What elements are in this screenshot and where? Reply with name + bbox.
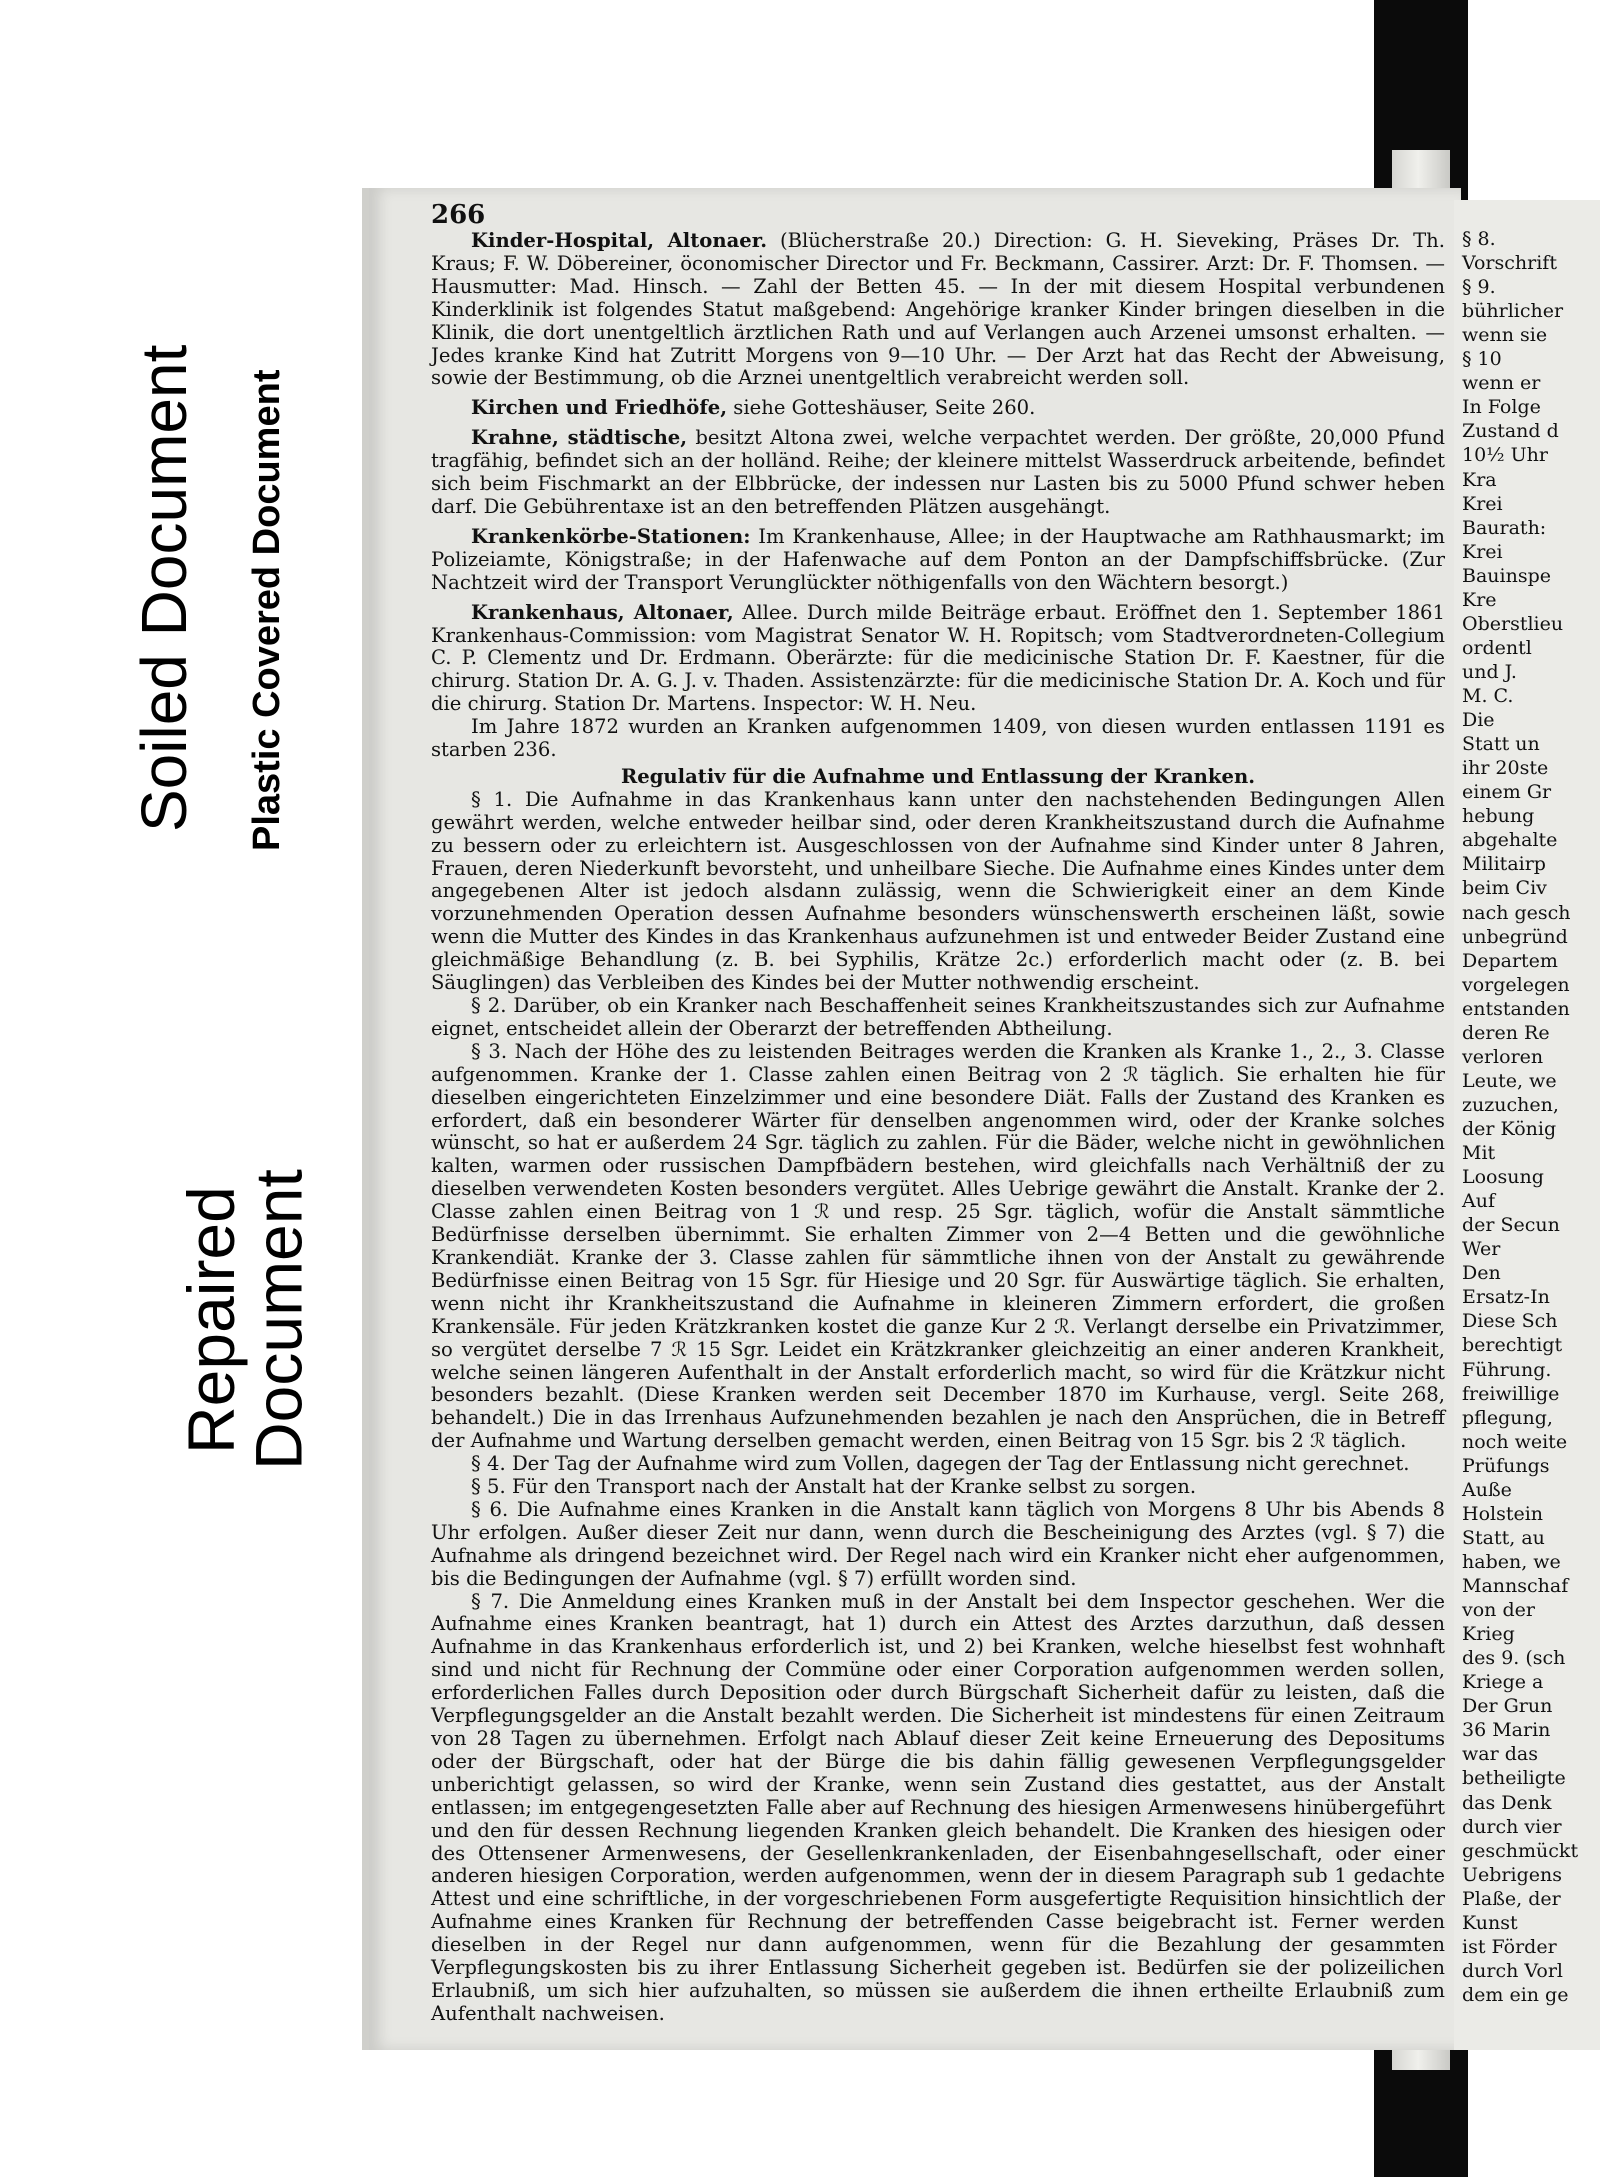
right-page-line: Ersatz-In bbox=[1462, 1286, 1550, 1309]
right-page-line: von der bbox=[1462, 1599, 1535, 1622]
right-page-line: Oberstlieu bbox=[1462, 612, 1564, 635]
paragraph-4: § 4. Der Tag der Aufnahme wird zum Vollen, dagegen der Tag der Entlassung nicht gerechnet. bbox=[471, 1452, 1410, 1476]
right-page-line: vorgelegen bbox=[1462, 973, 1570, 996]
right-page-line: und J. bbox=[1462, 660, 1517, 683]
entry-heading: Krankenkörbe-Stationen: bbox=[471, 524, 751, 548]
right-page-line: zuzuchen, bbox=[1462, 1093, 1559, 1116]
right-page-line: einem Gr bbox=[1462, 781, 1552, 804]
right-page-line: Den bbox=[1462, 1262, 1501, 1285]
right-page-line: geschmückt bbox=[1462, 1839, 1579, 1862]
right-page-line: § 10 bbox=[1462, 348, 1502, 371]
paragraph-7: § 7. Die Anmeldung eines Kranken muß in der Anstalt bei dem Inspector geschehen. Wer die Aufnahme eines Kranken beantragt, hat 1) durch ein Attest des Arztes darzuthun, daß dessen Aufnahme in das Krankenhaus erforderlich ist, und 2) bei Kranken, welche hieselbst fest wohnhaft sind und nicht für Rechnung der Commüne oder einer Corporation aufgenommen werden sollen, erforderlichen Falles durch Deposition oder durch Bürgschaft Sicherheit dafür zu leisten, daß die Verpflegungsgelder an die Anstalt bezahlt werden. Die Sicherheit ist mindestens für einen Zeitraum von 28 Tagen zu übernehmen. Erfolgt nach Ablauf dieser Zeit keine Erneuerung des Depositums oder der Bürgschaft, oder hat der Bürge die bis dahin fällig gewesenen Verpflegungsgelder unberichtigt gelassen, so wird der Kranke, wenn sein Zustand dies gestattet, aus der Anstalt entlassen; im entgegengesetzten Falle aber auf Rechnung des hiesigen Armenwesens hinübergeführt und den für dessen Rechnung liegenden Kranken gleich behandelt. Die Kranken des hiesigen oder des Ottensener Armenwesens, der Gesellenkrankenladen, der Eisenbahngesellschaft, oder einer anderen hiesigen Corporation, werden aufgenommen, wenn der in diesem Paragraph sub 1 gedachte Attest und eine schriftliche, in der vorgeschriebenen Form ausgefertigte Requisition hinsichtlich der Aufnahme eines Kranken für Rechnung der betreffenden Casse beigebracht ist. Ferner werden dieselben in der Regel nur dann aufgenommen, wenn für die Bezahlung der gesammten Verpflegungskosten bis zu ihrer Entlassung Sicherheit gegeben ist. Bedürfen sie der polizeilichen Erlaubniß, um sich hier aufzuhalten, so müssen sie außerdem die ihnen ertheilte Erlaubniß zum Aufenthalt nachweisen. bbox=[431, 1589, 1445, 2025]
right-page-line: pflegung, bbox=[1462, 1406, 1553, 1429]
right-page-line: M. C. bbox=[1462, 685, 1514, 708]
right-page-line: beim Civ bbox=[1462, 877, 1547, 900]
entry-heading: Kinder-Hospital, Altonaer. bbox=[471, 229, 768, 252]
right-page-line: ordentl bbox=[1462, 636, 1532, 659]
right-page-line: noch weite bbox=[1462, 1430, 1568, 1453]
right-page-line: Der Grun bbox=[1462, 1695, 1553, 1718]
right-page-line: deren Re bbox=[1462, 1021, 1550, 1044]
right-page-line: Plaße, der bbox=[1462, 1887, 1561, 1910]
right-page-line: haben, we bbox=[1462, 1550, 1561, 1573]
page-number: 266 bbox=[431, 200, 486, 230]
right-page-line: Kriege a bbox=[1462, 1671, 1544, 1694]
krankenhaus-statistics: Im Jahre 1872 wurden an Kranken aufgenommen 1409, von diesen wurden entlassen 1191 es starben 236. bbox=[431, 715, 1445, 762]
right-page-line: Auße bbox=[1462, 1478, 1512, 1501]
right-page-line: Zustand d bbox=[1462, 420, 1559, 443]
right-page-line: § 9. bbox=[1462, 276, 1496, 299]
plastic-covered-label: Plastic Covered Document bbox=[248, 310, 308, 910]
right-page-line: Bauinspe bbox=[1462, 564, 1551, 587]
right-page-line: wenn sie bbox=[1462, 324, 1548, 347]
book-page-left bbox=[362, 188, 1461, 2050]
entry-body: siehe Gotteshäuser, Seite 260. bbox=[733, 396, 1036, 420]
right-page-line: Wer bbox=[1462, 1238, 1501, 1261]
right-page-line: Statt un bbox=[1462, 733, 1540, 756]
entry-heading: Krahne, städtische, bbox=[471, 426, 688, 450]
right-page-line: Militairp bbox=[1462, 853, 1546, 876]
paragraph-1: § 1. Die Aufnahme in das Krankenhaus kann unter den nachstehenden Bedingungen Allen gewährt werden, welche entweder heilbar sind, oder deren Krankheitszustand durch die Aufnahme zu bessern oder zu erleichtern ist. Ausgeschlossen von der Aufnahme sind Kinder unter 8 Jahren, Frauen, deren Niederkunft bevorsteht, und unheilbare Sieche. Die Aufnahme eines Kindes unter dem angegebenen Alter ist jedoch alsdann zulässig, wenn die Schwierigkeit einer an dem Kinde vorzunehmenden Operation dessen Aufnahme besonders wünschenswerth erscheinen läßt, sowie wenn die Mutter des Kindes in das Krankenhaus aufzunehmen ist und entweder Beider Zustand eine gleichmäßige Behandlung (z. B. bei Syphilis, Krätze 2c.) erforderlich macht oder (z. B. bei Säuglingen) das Verbleiben des Kindes bei der Mutter nothwendig erscheint. bbox=[431, 787, 1445, 995]
entry-kirchen bbox=[431, 397, 1445, 420]
right-page-line: Vorschrift bbox=[1462, 252, 1557, 275]
right-page-line: dem ein ge bbox=[1462, 1983, 1569, 2006]
paragraph-5: § 5. Für den Transport nach der Anstalt hat der Kranke selbst zu sorgen. bbox=[471, 1475, 1197, 1499]
right-page-line: freiwillige bbox=[1462, 1382, 1560, 1405]
right-page-line: Führung. bbox=[1462, 1358, 1552, 1381]
right-page-line: ist Förder bbox=[1462, 1935, 1557, 1958]
right-page-line: Leute, we bbox=[1462, 1069, 1557, 1092]
right-page-line: Krieg bbox=[1462, 1623, 1515, 1646]
entry-body: Im Krankenhause, Allee; in der Hauptwache am Rathhausmarkt; im Polizeiamte, Königstraße; in der Hafenwache auf dem Ponton an der Dampfschiffsbrücke. (Zur Nachtzeit wird der Transport Verunglückter nöthigenfalls von den Wächtern besorgt.) bbox=[431, 524, 1445, 594]
right-page-line: durch Vorl bbox=[1462, 1959, 1563, 1982]
paragraph-6: § 6. Die Aufnahme eines Kranken in die Anstalt kann täglich von Morgens 8 Uhr bis Abends 8 Uhr erfolgen. Außer dieser Zeit nur dann, wenn durch die Bescheinigung des Arztes (vgl. § 7) die Aufnahme als dringend bezeichnet wird. Der Regel nach wird ein Kranker nicht eher aufgenommen, bis die Bedingungen der Aufnahme (vgl. § 7) erfüllt worden sind. bbox=[431, 1497, 1445, 1590]
entry-body: Allee. Durch milde Beiträge erbaut. Eröffnet den 1. September 1861 Krankenhaus-Commission: vom Magistrat Senator W. H. Ropitsch; vom Stadtverordneten-Collegium C. P. Clementz und Dr. Erdmann. Oberärzte: für die medicinische Station Dr. F. Kaestner, für die chirurg. Station Dr. A. G. J. v. Thaden. Assistenzärzte: für die medicinische Station Dr. A. Koch und für die chirurg. Station Dr. Martens. Inspector: W. H. Neu. bbox=[431, 600, 1446, 716]
right-page-line: Departem bbox=[1462, 949, 1558, 972]
right-page-line: entstanden bbox=[1462, 997, 1570, 1020]
right-page-line: Holstein bbox=[1462, 1502, 1544, 1525]
right-page-line: verloren bbox=[1462, 1045, 1544, 1068]
right-page-line: Mannschaf bbox=[1462, 1575, 1569, 1598]
entry-kinder-hospital bbox=[431, 230, 1445, 390]
entry-heading: Krankenhaus, Altonaer, bbox=[471, 600, 734, 624]
right-page-line: unbegründ bbox=[1462, 925, 1568, 948]
right-page-line: Kunst bbox=[1462, 1911, 1518, 1934]
book-page-right-partial bbox=[1454, 200, 1600, 2050]
right-page-line: Diese Sch bbox=[1462, 1310, 1558, 1333]
repaired-document-label: Repaired Document bbox=[178, 1100, 338, 1540]
right-page-line: berechtigt bbox=[1462, 1334, 1563, 1357]
right-page-line: Mit bbox=[1462, 1142, 1496, 1165]
paragraph-2: § 2. Darüber, ob ein Kranker nach Beschaffenheit seines Krankheitszustandes sich zur Aufnahme eignet, entscheidet allein der Oberarzt der betreffenden Abtheilung. bbox=[431, 994, 1445, 1040]
right-page-line: In Folge bbox=[1462, 396, 1541, 419]
right-page-line: wenn er bbox=[1462, 372, 1541, 395]
entry-body: besitzt Altona zwei, welche verpachtet werden. Der größte, 20,000 Pfund tragfähig, befindet sich an der holländ. Reihe; der kleinere mittelst Wasserdruck arbeitende, befindet sich beim Fischmarkt an der Elbbrücke, der indessen nur Lasten bis zu 5000 Pfund schwer heben darf. Die Gebührentaxe ist an den betreffenden Plätzen ausgehängt. bbox=[431, 426, 1445, 518]
right-page-line: Krei bbox=[1462, 492, 1503, 515]
right-page-line: Baurath: bbox=[1462, 516, 1547, 539]
right-page-line: Krei bbox=[1462, 540, 1503, 563]
regulativ-title: Regulativ für die Aufnahme und Entlassung der Kranken. bbox=[620, 764, 1256, 788]
right-page-line: Prüfungs bbox=[1462, 1454, 1550, 1477]
paragraph-3: § 3. Nach der Höhe des zu leistenden Beitrages werden die Kranken als Kranke 1., 2., 3. Classe aufgenommen. Kranke der 1. Classe zahlen einen Beitrag von 2 ℛ täglich. Sie erhalten hie für dieselben eingerichteten Einzelzimmer und eine besondere Diät. Falls der Zustand des Kranken es erfordert, daß ein besonderer Wärter für denselben angenommen wird, oder der Kranke solches wünscht, so hat er außerdem 24 Sgr. täglich zu zahlen. Für die Bäder, welche nicht in gewöhnlichen kalten, warmen oder russischen Dampfbädern bestehen, wird gleichfalls nach Verhältniß der zu dieselben verwendeten Kosten besonders vergütet. Alles Uebrige gewährt die Anstalt. Kranke der 2. Classe zahlen einen Beitrag von 1 ℛ und resp. 25 Sgr. täglich, wofür die Anstalt sämmtliche Bedürfnisse derselben übernimmt. Sie erhalten Zimmer von 2—4 Betten und die gewöhnliche Krankendiät. Kranke der 3. Classe zahlen für sämmtliche ihnen von der Anstalt zu gewährende Bedürfnisse einen Beitrag von 15 Sgr. für Hiesige und 20 Sgr. für Auswärtige täglich. Sie erhalten, wenn nicht ihr Krankheitszustand die Aufnahme in kleineren Zimmern erfordert, die großen Krankensäle. Für jeden Krätzkranken kostet die ganze Kur 2 ℛ. Verlangt derselbe ein Privatzimmer, so vergütet derselbe 7 ℛ 15 Sgr. Leidet ein Krätzkranker gleichzeitig an einer anderen Krankheit, welche seinen längeren Aufenthalt in der Anstalt erforderlich macht, so wird für die Krätzkur nicht besonders bezahlt. (Diese Kranken werden seit December 1870 im Kurhause, vergl. Seite 268, behandelt.) Die in das Irrenhaus Aufzunehmenden bezahlen je nach den Ansprüchen, die in Betreff der Aufnahme und Wartung derselben gemacht werden, einen Beitrag von 15 Sgr. bis 2 ℛ täglich. bbox=[431, 1039, 1445, 1453]
right-page-line: das Denk bbox=[1462, 1791, 1552, 1814]
entry-krankenhaus bbox=[431, 602, 1445, 717]
right-page-line: der Secun bbox=[1462, 1214, 1560, 1237]
right-page-line: des 9. (sch bbox=[1462, 1647, 1566, 1670]
page-text bbox=[431, 200, 1445, 2026]
right-page-line: nach gesch bbox=[1462, 901, 1571, 924]
entry-krahne bbox=[431, 427, 1445, 519]
right-page-line: abgehalte bbox=[1462, 829, 1558, 852]
right-page-line: Kra bbox=[1462, 468, 1497, 491]
right-page-line: Uebrigens bbox=[1462, 1863, 1562, 1886]
entry-body: (Blücherstraße 20.) Direction: G. H. Sieveking, Präses Dr. Th. Kraus; F. W. Döbereiner, öconomischer Director und Fr. Beckmann, Cassirer. Arzt: Dr. F. Thomsen. — Hausmutter: Mad. Hinsch. — Zahl der Betten 45. — In der mit diesem Hospital verbundenen Kinderklinik ist folgendes Statut maßgebend: Angehörige kranker Kinder bringen dieselben in die Klinik, die dort unentgeltlich ärztlichen Rath und auf Verlangen auch Arzenei umsonst erhalten. — Jedes kranke Kind hat Zutritt Morgens von 9—10 Uhr. — Der Arzt hat das Recht der Abweisung, sowie der Bestimmung, ob die Arznei unentgeltlich verabreicht werden soll. bbox=[431, 229, 1446, 390]
entry-krankenkoerbe bbox=[431, 526, 1445, 595]
right-page-line: Loosung bbox=[1462, 1166, 1544, 1189]
right-page-line: ihr 20ste bbox=[1462, 757, 1549, 780]
right-page-line: Kre bbox=[1462, 588, 1497, 611]
right-page-line: § 8. bbox=[1462, 228, 1496, 250]
right-page-line: betheiligte bbox=[1462, 1767, 1566, 1790]
right-page-line: 36 Marin bbox=[1462, 1719, 1551, 1742]
right-page-line: hebung bbox=[1462, 805, 1535, 828]
right-page-line: durch vier bbox=[1462, 1815, 1562, 1838]
right-page-line: der König bbox=[1462, 1118, 1557, 1140]
right-page-line: 10½ Uhr bbox=[1462, 444, 1548, 467]
soiled-document-label: Soiled Document bbox=[132, 298, 224, 878]
entry-heading: Kirchen und Friedhöfe, bbox=[471, 396, 728, 420]
right-page-line: Die bbox=[1462, 709, 1495, 732]
right-page-line: Auf bbox=[1462, 1190, 1495, 1213]
right-page-line: Statt, au bbox=[1462, 1526, 1545, 1549]
right-page-line: war das bbox=[1462, 1743, 1538, 1766]
right-page-line: bührlicher bbox=[1462, 300, 1564, 323]
